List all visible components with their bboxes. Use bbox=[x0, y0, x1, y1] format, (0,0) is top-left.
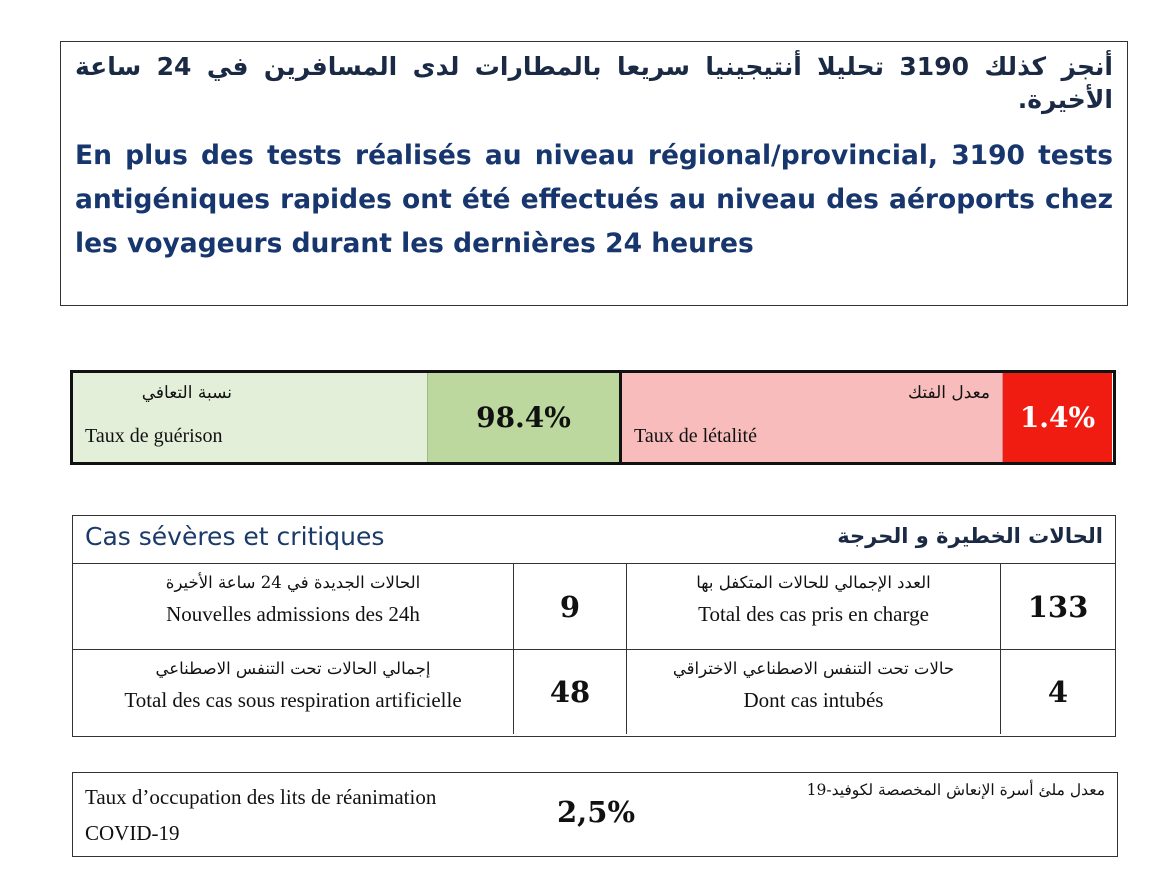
new-admissions-label-ar: الحالات الجديدة في 24 ساعة الأخيرة bbox=[165, 573, 421, 592]
icu-occupancy-label-ar: معدل ملئ أسرة الإنعاش المخصصة لكوفيد-19 bbox=[806, 781, 1105, 799]
recovery-rate-label-cell bbox=[73, 373, 428, 462]
severe-cases-title-fr: Cas sévères et critiques bbox=[85, 522, 385, 551]
total-cases-label-fr: Total des cas pris en charge bbox=[698, 602, 929, 626]
artificial-respiration-label-fr: Total des cas sous respiration artificielle bbox=[124, 688, 462, 712]
announcement-french: En plus des tests réalisés au niveau régional/provincial, 3190 tests antigéniques rapides ont été effectués au niveau des aéroports chez les voyageurs durant les dernières 24 heures bbox=[75, 140, 1113, 259]
severe-cases-title-ar: الحالات الخطيرة و الحرجة bbox=[837, 524, 1103, 548]
icu-occupancy-value: 2,5% bbox=[557, 795, 636, 829]
recovery-rate-label-fr: Taux de guérison bbox=[85, 425, 223, 447]
lethality-rate-label-fr: Taux de létalité bbox=[634, 425, 757, 447]
new-admissions-value: 9 bbox=[513, 564, 626, 649]
artificial-respiration-label-ar: إجمالي الحالات تحت التنفس الاصطناعي bbox=[155, 659, 431, 678]
artificial-respiration-value: 48 bbox=[513, 650, 626, 734]
new-admissions-label-cell bbox=[73, 564, 513, 649]
total-cases-value: 133 bbox=[1000, 564, 1115, 649]
recovery-rate-label-ar: نسبة التعافي bbox=[141, 383, 232, 403]
severe-cases-table bbox=[72, 515, 1116, 737]
lethality-rate-value: 1.4% bbox=[1003, 373, 1112, 462]
lethality-rate-label-cell bbox=[622, 373, 1003, 462]
new-admissions-label-fr: Nouvelles admissions des 24h bbox=[166, 602, 420, 626]
icu-occupancy-label-fr: Taux d’occupation des lits de réanimation COVID-19 bbox=[85, 785, 437, 845]
announcement-box bbox=[60, 41, 1128, 306]
intubated-label-cell bbox=[626, 650, 1000, 734]
intubated-label-fr: Dont cas intubés bbox=[743, 688, 884, 712]
table-row bbox=[73, 649, 1115, 734]
recovery-rate-value: 98.4% bbox=[428, 373, 622, 462]
severe-cases-header bbox=[73, 516, 1115, 564]
artificial-respiration-label-cell bbox=[73, 650, 513, 734]
lethality-rate-label-ar: معدل الفتك bbox=[908, 383, 990, 403]
intubated-label-ar: حالات تحت التنفس الاصطناعي الاختراقي bbox=[672, 659, 955, 678]
rates-table bbox=[70, 370, 1116, 465]
icu-occupancy-box bbox=[72, 772, 1118, 857]
intubated-value: 4 bbox=[1000, 650, 1115, 734]
total-cases-label-cell bbox=[626, 564, 1000, 649]
total-cases-label-ar: العدد الإجمالي للحالات المتكفل بها bbox=[696, 573, 931, 592]
table-row bbox=[73, 564, 1115, 649]
announcement-arabic: أنجز كذلك 3190 تحليلا أنتيجينيا سريعا بالمطارات لدى المسافرين في 24 ساعة الأخيرة. bbox=[75, 52, 1113, 114]
